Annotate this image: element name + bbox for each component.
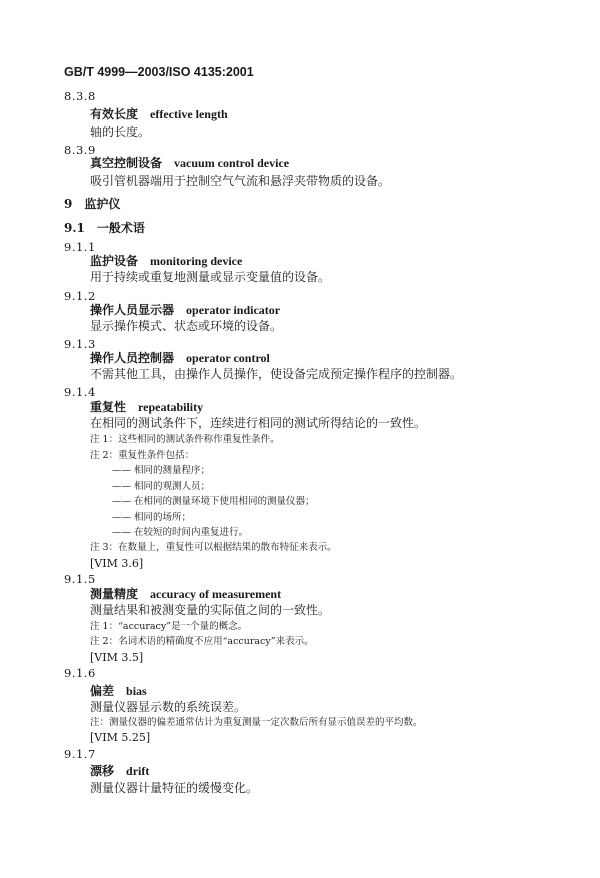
term-en: repeatability	[138, 400, 204, 414]
term-en: drift	[126, 764, 150, 778]
clause-number: 9.1.1	[64, 240, 96, 254]
term-en: effective length	[150, 107, 228, 121]
term-en: bias	[126, 684, 147, 698]
note-list-item: —— 相同的观测人员；	[112, 481, 211, 492]
note: 注：测量仪器的偏差通常估计为重复测量一定次数后所有显示值误差的平均数。	[90, 717, 423, 728]
term-zh: 测量精度	[90, 587, 139, 601]
note-list-item: —— 相同的测量程序；	[112, 465, 211, 476]
definition: 在相同的测试条件下，连续进行相同的测试所得结论的一致性。	[90, 416, 427, 430]
definition: 轴的长度。	[90, 125, 151, 139]
definition: 显示操作模式、状态或环境的设备。	[90, 319, 283, 333]
note-list-item: —— 在较短的时间内重复进行。	[112, 527, 249, 538]
term-zh: 操作人员控制器	[90, 351, 175, 365]
term-heading	[90, 157, 289, 169]
definition: 测量结果和被测变量的实际值之间的一致性。	[90, 603, 331, 617]
term-heading	[90, 765, 149, 777]
clause-number: 9.1.3	[64, 337, 96, 351]
note: 注 2：重复性条件包括：	[90, 450, 195, 461]
note: 注 2：名词术语的精确度不应用“accuracy”来表示。	[90, 636, 314, 647]
vim-reference: [VIM 3.5]	[90, 651, 144, 664]
definition: 用于持续或重复地测量或显示变量值的设备。	[90, 270, 331, 284]
clause-number: 8.3.9	[64, 143, 96, 157]
term-en: monitoring device	[150, 254, 243, 268]
term-zh: 真空控制设备	[90, 156, 163, 170]
clause-number: 9.1.7	[64, 747, 96, 761]
subsection-heading: 9.1 一般术语	[64, 221, 145, 235]
term-heading	[90, 588, 281, 600]
term-en: accuracy of measurement	[150, 587, 282, 601]
clause-number: 9.1.4	[64, 385, 96, 399]
note: 注 1：“accuracy”是一个量的概念。	[90, 621, 248, 632]
definition: 不需其他工具，由操作人员操作，使设备完成预定操作程序的控制器。	[90, 367, 463, 381]
term-zh: 有效长度	[90, 107, 139, 121]
clause-number: 8.3.8	[64, 89, 96, 103]
vim-reference: [VIM 5.25]	[90, 731, 151, 744]
term-heading	[90, 401, 203, 413]
clause-number: 9.1.2	[64, 289, 96, 303]
note: 注 3：在数量上，重复性可以根据结果的散布特征来表示。	[90, 542, 337, 553]
standard-header: GB/T 4999—2003/ISO 4135:2001	[64, 65, 254, 79]
term-zh: 偏差	[90, 684, 115, 698]
clause-number: 9.1.5	[64, 572, 96, 586]
vim-reference: [VIM 3.6]	[90, 557, 144, 570]
term-heading	[90, 108, 228, 120]
term-en: operator indicator	[186, 303, 281, 317]
term-zh: 操作人员显示器	[90, 303, 175, 317]
term-zh: 监护设备	[90, 254, 139, 268]
term-zh: 重复性	[90, 400, 127, 414]
clause-number: 9.1.6	[64, 666, 96, 680]
definition: 吸引管机器端用于控制空气气流和悬浮夹带物质的设备。	[90, 174, 391, 188]
definition: 测量仪器显示数的系统误差。	[90, 700, 247, 714]
term-en: vacuum control device	[174, 156, 290, 170]
term-en: operator control	[186, 351, 270, 365]
section-heading: 9 监护仪	[64, 197, 121, 211]
term-heading	[90, 304, 280, 316]
definition: 测量仪器计量特征的缓慢变化。	[90, 781, 259, 795]
term-heading	[90, 352, 270, 364]
note: 注 1：这些相同的测试条件称作重复性条件。	[90, 434, 280, 445]
note-list-item: —— 在相同的测量环境下使用相同的测量仪器；	[112, 496, 315, 507]
term-zh: 漂移	[90, 764, 115, 778]
term-heading	[90, 255, 242, 267]
note-list-item: —— 相同的场所；	[112, 512, 192, 523]
term-heading	[90, 685, 147, 697]
